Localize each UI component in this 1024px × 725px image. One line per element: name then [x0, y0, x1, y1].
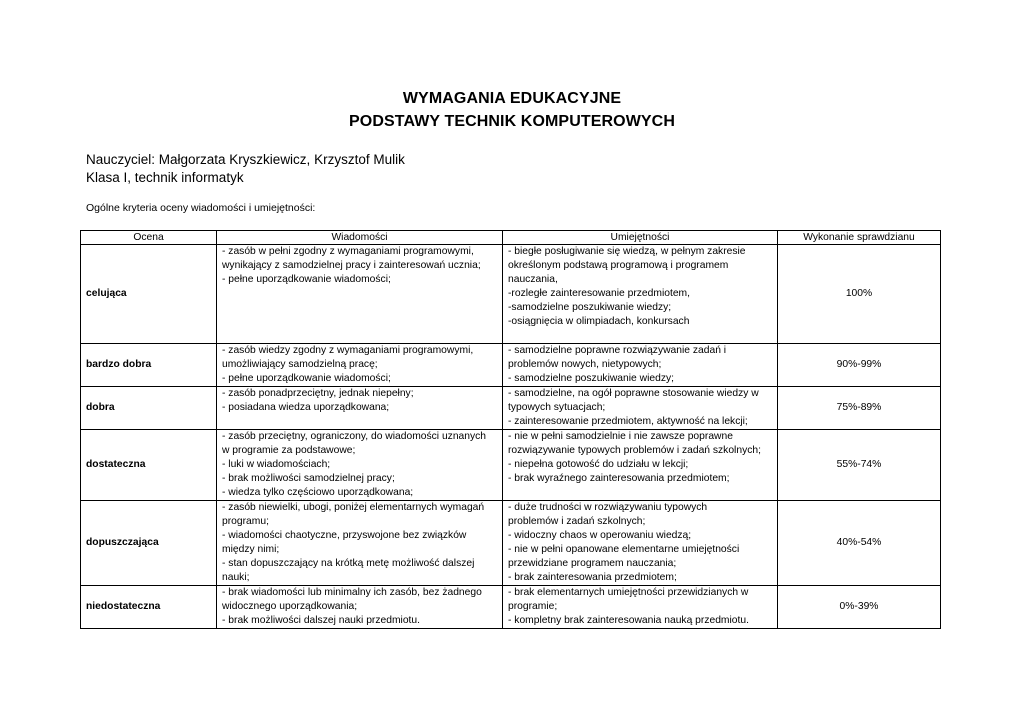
knowledge-line: - brak możliwości dalszej nauki przedmiotu. [222, 615, 421, 626]
skills-line: typowych sytuacjach; [508, 402, 606, 413]
knowledge-line: - luki w wiadomościach; [222, 459, 331, 470]
knowledge-line: - zasób ponadprzeciętny, jednak niepełny; [222, 388, 414, 399]
skills-line: - biegłe posługiwanie się wiedzą, w pełnym zakresie [508, 246, 746, 257]
skills-cell [503, 430, 778, 501]
skills-line: - widoczny chaos w operowaniu wiedzą; [508, 530, 692, 541]
knowledge-cell [217, 245, 503, 344]
skills-line: - samodzielne, na ogół poprawne stosowanie wiedzy w [508, 388, 759, 399]
skills-line: nauczania, [508, 274, 558, 285]
document-title-line1: WYMAGANIA EDUKACYJNE [402, 90, 622, 107]
skills-line: - brak zainteresowania przedmiotem; [508, 572, 677, 583]
class-info: Klasa I, technik informatyk [86, 170, 244, 185]
criteria-intro: Ogólne kryteria oceny wiadomości i umiejętności: [86, 202, 316, 214]
header-test-result: Wykonanie sprawdzianu [778, 231, 941, 245]
skills-line: programie; [508, 601, 558, 612]
knowledge-line: - wiedza tylko częściowo uporządkowana; [222, 487, 414, 498]
grade-cell: niedostateczna [81, 586, 217, 629]
skills-line: -rozległe zainteresowanie przedmiotem, [508, 288, 690, 299]
knowledge-line: - pełne uporządkowanie wiadomości; [222, 373, 391, 384]
header-grade: Ocena [81, 231, 217, 245]
table-row [81, 387, 941, 430]
knowledge-cell [217, 501, 503, 586]
skills-line: - nie w pełni samodzielnie i nie zawsze poprawne [508, 431, 733, 442]
knowledge-line: widocznego uporządkowania; [222, 601, 358, 612]
skills-line: - nie w pełni opanowane elementarne umiejętności [508, 544, 740, 555]
skills-line: - duże trudności w rozwiązywaniu typowych [508, 502, 708, 513]
skills-line: -osiągnięcia w olimpiadach, konkursach [508, 316, 690, 327]
skills-line: przewidziane programem nauczania; [508, 558, 677, 569]
knowledge-line: - pełne uporządkowanie wiadomości; [222, 274, 391, 285]
knowledge-line: - brak wiadomości lub minimalny ich zasób, bez żadnego [222, 587, 482, 598]
test-result-cell: 90%-99% [778, 344, 941, 387]
skills-line: problemów i zadań szkolnych; [508, 516, 646, 527]
skills-cell [503, 501, 778, 586]
skills-line: - samodzielne poszukiwanie wiedzy; [508, 373, 674, 384]
test-result-cell: 40%-54% [778, 501, 941, 586]
skills-cell [503, 344, 778, 387]
skills-line: -samodzielne poszukiwanie wiedzy; [508, 302, 672, 313]
test-result-cell: 0%-39% [778, 586, 941, 629]
document-title-line2: PODSTAWY TECHNIK KOMPUTEROWYCH [349, 113, 675, 130]
grade-cell: dostateczna [81, 430, 217, 501]
skills-line: - brak wyraźnego zainteresowania przedmiotem; [508, 473, 730, 484]
knowledge-line: nauki; [222, 572, 250, 583]
test-result-cell: 100% [778, 245, 941, 344]
skills-line: - samodzielne poprawne rozwiązywanie zadań i [508, 345, 727, 356]
knowledge-cell [217, 586, 503, 629]
table-row [81, 586, 941, 629]
grade-cell: dobra [81, 387, 217, 430]
knowledge-line: umożliwiający samodzielną pracę; [222, 359, 378, 370]
skills-line: - kompletny brak zainteresowania nauką przedmiotu. [508, 615, 749, 626]
teacher-info: Nauczyciel: Małgorzata Kryszkiewicz, Krzysztof Mulik [86, 152, 405, 167]
knowledge-line: - zasób w pełni zgodny z wymaganiami programowymi, [222, 246, 474, 257]
knowledge-line: - brak możliwości samodzielnej pracy; [222, 473, 395, 484]
test-result-cell: 75%-89% [778, 387, 941, 430]
header-knowledge: Wiadomości [217, 231, 503, 245]
knowledge-line: - wiadomości chaotyczne, przyswojone bez związków [222, 530, 467, 541]
knowledge-cell [217, 387, 503, 430]
knowledge-line: - stan dopuszczający na krótką metę możliwość dalszej [222, 558, 475, 569]
table-row [81, 430, 941, 501]
grade-cell: dopuszczająca [81, 501, 217, 586]
grade-cell: bardzo dobra [81, 344, 217, 387]
table-row [81, 344, 941, 387]
knowledge-line: wynikający z samodzielnej pracy i zainteresowań ucznia; [222, 260, 481, 271]
knowledge-line: programu; [222, 516, 269, 527]
skills-cell [503, 245, 778, 344]
skills-line: problemów nowych, nietypowych; [508, 359, 662, 370]
grade-cell: celująca [81, 245, 217, 344]
table-header-row [81, 231, 941, 245]
test-result-cell: 55%-74% [778, 430, 941, 501]
knowledge-line: - zasób wiedzy zgodny z wymaganiami programowymi, [222, 345, 474, 356]
skills-cell [503, 586, 778, 629]
knowledge-cell [217, 344, 503, 387]
header-skills: Umiejętności [503, 231, 778, 245]
skills-line: rozwiązywanie typowych problemów i zadań szkolnych; [508, 445, 761, 456]
skills-line: - niepełna gotowość do udziału w lekcji; [508, 459, 689, 470]
knowledge-line: - zasób niewielki, ubogi, poniżej elementarnych wymagań [222, 502, 485, 513]
knowledge-line: między nimi; [222, 544, 280, 555]
skills-line: - zainteresowanie przedmiotem, aktywność na lekcji; [508, 416, 748, 427]
skills-cell [503, 387, 778, 430]
knowledge-line: - posiadana wiedza uporządkowana; [222, 402, 390, 413]
knowledge-line: - zasób przeciętny, ograniczony, do wiadomości uznanych [222, 431, 487, 442]
knowledge-cell [217, 430, 503, 501]
grading-criteria-table [80, 230, 941, 629]
skills-line: określonym podstawą programową i programem [508, 260, 729, 271]
table-row [81, 245, 941, 344]
skills-line: - brak elementarnych umiejętności przewidzianych w [508, 587, 749, 598]
knowledge-line: w programie za podstawowe; [222, 445, 356, 456]
table-row [81, 501, 941, 586]
